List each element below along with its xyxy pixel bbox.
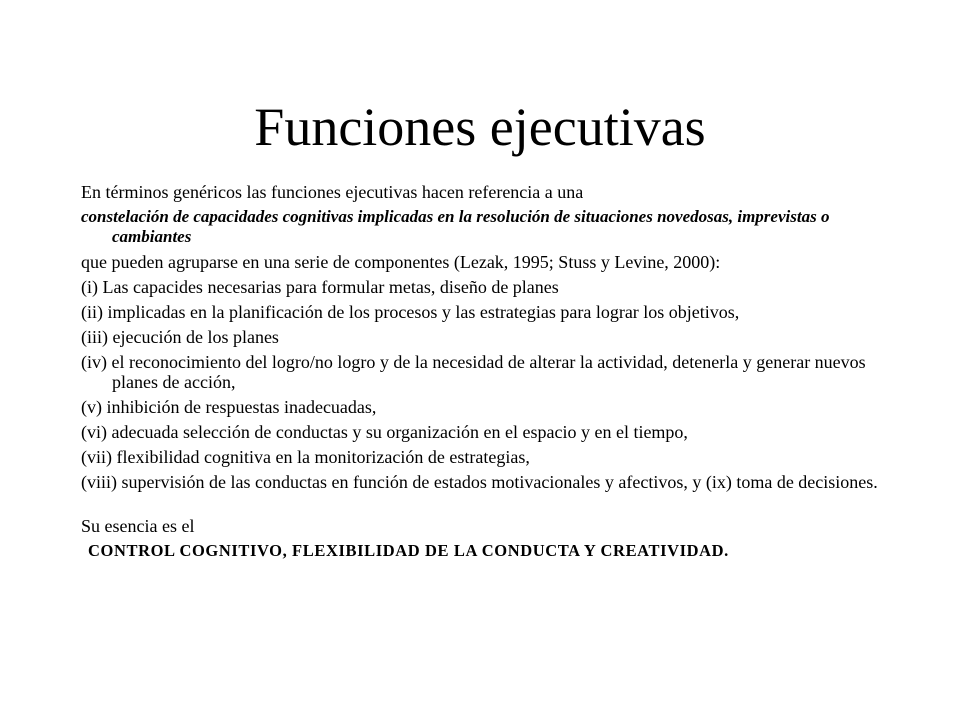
component-label: (viii) [81, 472, 117, 492]
component-text: inhibición de respuestas inadecuadas, [106, 397, 377, 417]
component-text: implicadas en la planificación de los procesos y las estrategias para lograr los objetivos, [107, 302, 740, 322]
component-label: (iv) [81, 352, 107, 372]
component-label: (vii) [81, 447, 112, 467]
component-item [81, 422, 901, 442]
spacer [81, 497, 901, 516]
slide-body [81, 182, 901, 561]
component-item [81, 472, 901, 492]
component-text: ejecución de los planes [112, 327, 279, 347]
definition-paragraph: constelación de capacidades cognitivas implicadas en la resolución de situaciones novedosas, imprevistas o cambiantes [81, 207, 830, 246]
component-label: (i) [81, 277, 98, 297]
components-intro: que pueden agruparse en una serie de componentes (Lezak, 1995; Stuss y Levine, 2000): [81, 252, 721, 272]
component-text: Las capacides necesarias para formular metas, diseño de planes [102, 277, 559, 297]
component-item [81, 447, 901, 467]
slide-title: Funciones ejecutivas [254, 97, 706, 157]
component-item [81, 327, 901, 347]
component-text: supervisión de las conductas en función de estados motivacionales y afectivos, y (ix) toma de decisiones. [121, 472, 878, 492]
essence-statement: CONTROL COGNITIVO, FLEXIBILIDAD DE LA CONDUCTA Y CREATIVIDAD. [88, 541, 729, 560]
component-label: (ii) [81, 302, 103, 322]
intro-paragraph: En términos genéricos las funciones ejecutivas hacen referencia a una [81, 182, 584, 202]
component-item [81, 277, 901, 297]
component-label: (v) [81, 397, 102, 417]
component-text: el reconocimiento del logro/no logro y de la necesidad de alterar la actividad, detenerla y generar nuevos planes de acción, [111, 352, 866, 392]
component-label: (vi) [81, 422, 107, 442]
component-item [81, 352, 901, 392]
component-item [81, 302, 901, 322]
essence-intro: Su esencia es el [81, 516, 195, 536]
component-text: flexibilidad cognitiva en la monitorización de estrategias, [116, 447, 530, 467]
component-label: (iii) [81, 327, 108, 347]
component-text: adecuada selección de conductas y su organización en el espacio y en el tiempo, [111, 422, 688, 442]
component-item [81, 397, 901, 417]
